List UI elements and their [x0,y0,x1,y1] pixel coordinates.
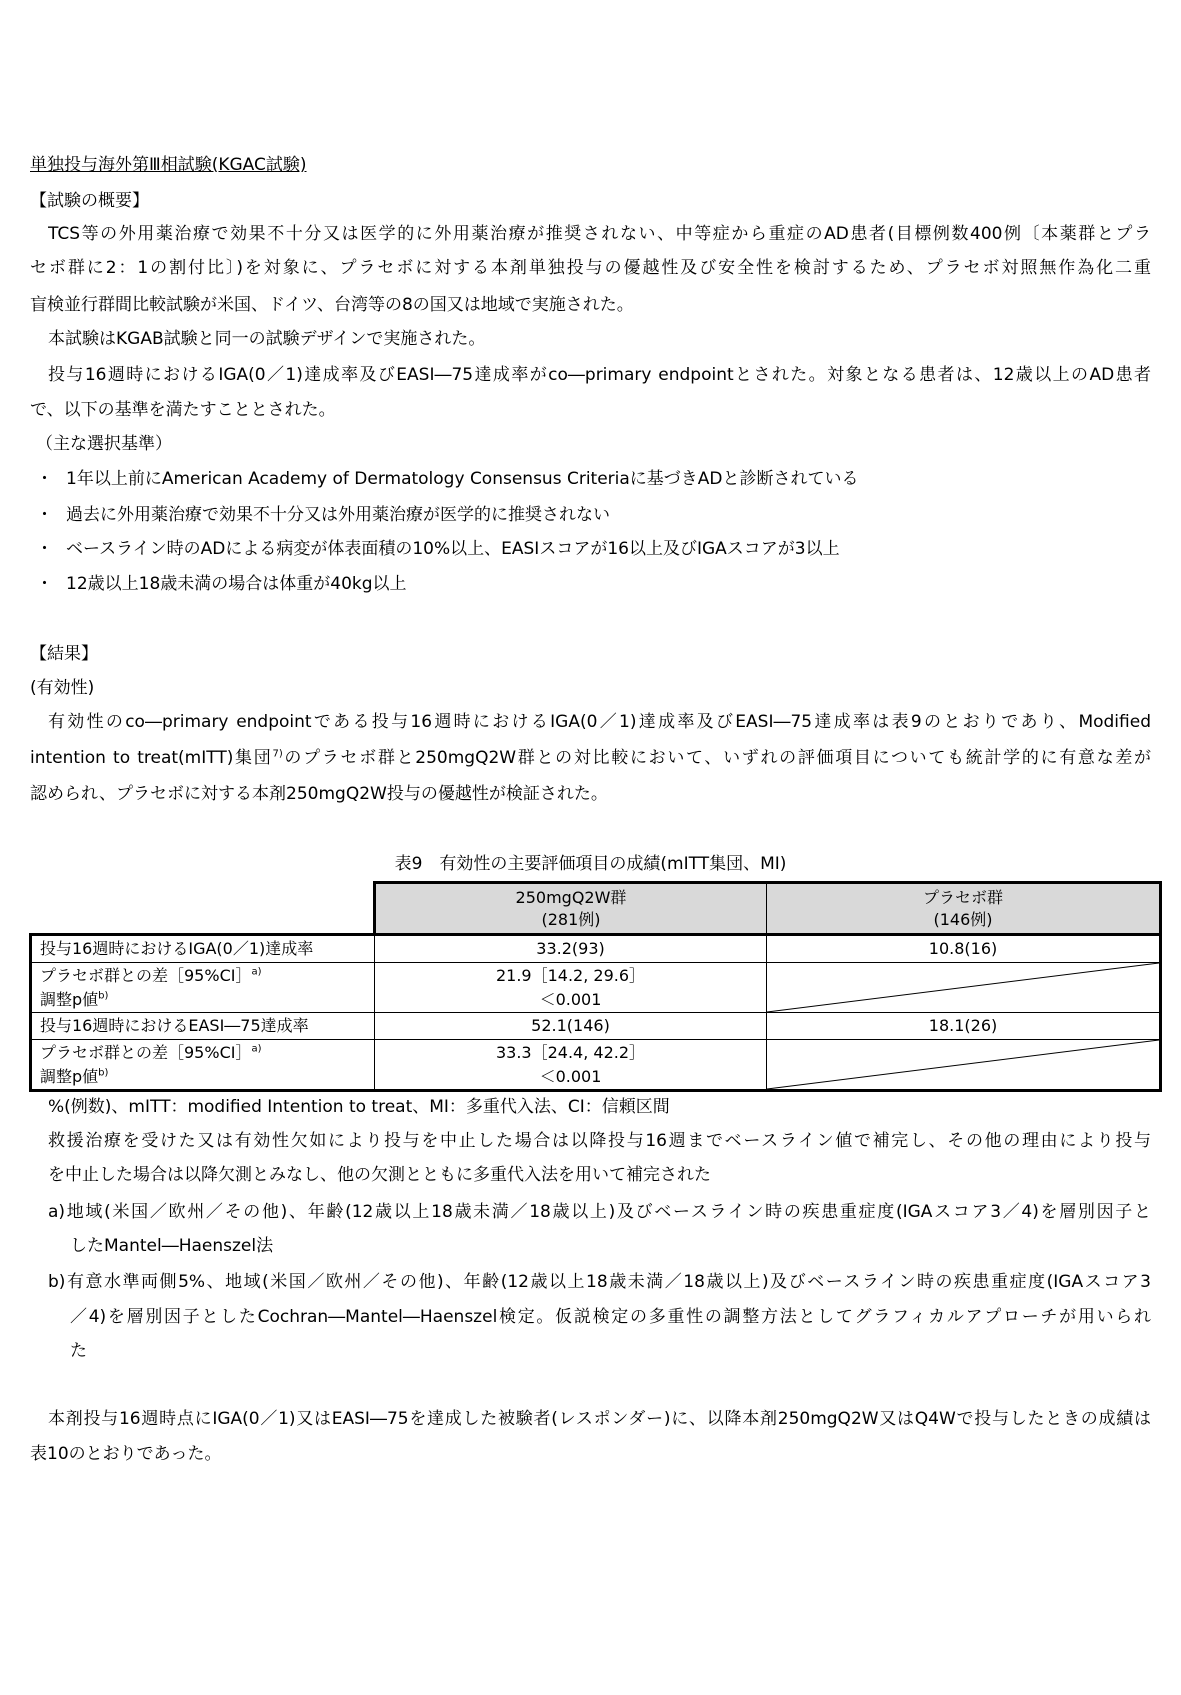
footnote-mark: a) [251,1043,262,1055]
header-empty-cell [31,883,375,935]
bullet-icon: ・ [36,539,53,559]
criteria-item: 12歳以上18歳未満の場合は体重が40kg以上 [66,574,407,594]
criteria-item: ベースライン時のADによる病変が体表面積の10%以上、EASIスコアが16以上及びIGAスコアが3以上 [66,539,840,559]
overview-paragraph-line: セボ群に2：1の割付比〕)を対象に、プラセボに対する本剤単独投与の優越性及び安全性を検討するため、プラセボ対照無作為化二重 [30,258,1151,278]
diff-value: 21.9［14.2, 29.6］ [495,965,646,985]
header-active-group [375,883,767,935]
reference-mark: 7) [272,748,283,760]
row-label [31,963,375,1013]
diagonal-line [767,1040,1159,1089]
active-value: 33.2(93) [375,935,767,963]
diff-label: プラセボ群との差［95%CI］ [40,1042,252,1062]
text: のプラセボ群と250mgQ2W群との対比較において、いずれの評価項目についても統計学的に有意な差が [282,748,1151,768]
active-value: 52.1(146) [375,1013,767,1040]
efficacy-heading: (有効性) [30,678,95,698]
criteria-label: （主な選択基準） [36,434,172,454]
pvalue: ＜0.001 [539,1066,602,1086]
row-label: 投与16週時におけるEASI―75達成率 [31,1013,375,1040]
table-caption [0,852,1181,876]
header-label: プラセボ群 [922,887,1003,907]
overview-heading: 【試験の概要】 [30,191,149,211]
bullet-icon: ・ [36,574,53,594]
diff-value: 33.3［24.4, 42.2］ [495,1042,646,1062]
footnote-mark: b) [98,1067,109,1079]
design-paragraph: 本試験はKGAB試験と同一の試験デザインで実施された。 [48,329,486,349]
footnote-imputation-line: を中止した場合は以降欠測とみなし、他の欠測とともに多重代入法を用いて補完された [48,1165,711,1185]
efficacy-table [29,881,1162,1092]
bullet-icon: ・ [36,505,53,525]
header-count: (146例) [933,909,993,929]
header-placebo-group [767,883,1161,935]
header-label: 250mgQ2W群 [515,887,627,907]
endpoint-paragraph-line: 投与16週時におけるIGA(0／1)達成率及びEASI―75達成率がco―primary endpointとされた。対象となる患者は、12歳以上のAD患者 [48,365,1151,385]
criteria-item: 過去に外用薬治療で効果不十分又は外用薬治療が医学的に推奨されない [66,505,610,525]
footnote-a-line: a)地域(米国／欧州／その他)、年齢(12歳以上18歳未満／18歳以上)及びベースライン時の疾患重症度(IGAスコア3／4)を層別因子と [48,1202,1151,1222]
diagonal-line [767,963,1159,1012]
row-label [31,1040,375,1091]
pvalue: ＜0.001 [539,989,602,1009]
footnote-b-line: b)有意水準両側5%、地域(米国／欧州／その他)、年齢(12歳以上18歳未満／18歳以上)及びベースライン時の疾患重症度(IGAスコア3 [48,1272,1151,1292]
section-title: 単独投与海外第Ⅲ相試験(KGAC試験) [30,155,307,175]
endpoint-paragraph-line: で、以下の基準を満たすこととされた。 [30,400,336,420]
footnote-mark: a) [251,966,262,978]
efficacy-paragraph-line [30,746,1151,770]
criteria-item: 1年以上前にAmerican Academy of Dermatology Consensus Criteriaに基づきADと診断されている [66,469,859,489]
bullet-icon: ・ [36,469,53,489]
active-value [375,1040,767,1091]
footnote-mark: b) [98,990,109,1002]
row-label: 投与16週時におけるIGA(0／1)達成率 [31,935,375,963]
final-paragraph-line: 表10のとおりであった。 [30,1444,222,1464]
pvalue-label: 調整p値 [40,989,99,1009]
pvalue-label: 調整p値 [40,1066,99,1086]
footnote-abbreviations: %(例数)、mITT：modified Intention to treat、MI：多重代入法、CI：信頼区間 [48,1097,670,1117]
footnote-a-line: したMantel―Haenszel法 [70,1236,274,1256]
results-heading: 【結果】 [30,644,98,664]
empty-diagonal-cell [767,1040,1161,1091]
table-row [31,1040,1161,1091]
overview-paragraph-line: TCS等の外用薬治療で効果不十分又は医学的に外用薬治療が推奨されない、中等症から重症のAD患者(目標例数400例〔本薬群とプラ [48,224,1151,244]
header-count: (281例) [541,909,601,929]
empty-diagonal-cell [767,963,1161,1013]
diff-label: プラセボ群との差［95%CI］ [40,965,252,985]
table-row [31,1013,1161,1040]
overview-paragraph-line: 盲検並行群間比較試験が米国、ドイツ、台湾等の8の国又は地域で実施された。 [30,295,634,315]
placebo-value: 18.1(26) [767,1013,1161,1040]
placebo-value: 10.8(16) [767,935,1161,963]
footnote-b-line: た [70,1341,87,1361]
footnote-imputation-line: 救援治療を受けた又は有効性欠如により投与を中止した場合は以降投与16週までベースライン値で補完し、その他の理由により投与 [48,1131,1151,1151]
table-row [31,935,1161,963]
table-header-row [31,883,1161,935]
footnote-b-line: ／4)を層別因子としたCochran―Mantel―Haenszel検定。仮説検定の多重性の調整方法としてグラフィカルアプローチが用いられ [70,1307,1151,1327]
final-paragraph-line: 本剤投与16週時点にIGA(0／1)又はEASI―75を達成した被験者(レスポンダー)に、以降本剤250mgQ2W又はQ4Wで投与したときの成績は [48,1409,1151,1429]
active-value [375,963,767,1013]
efficacy-paragraph-line: 認められ、プラセボに対する本剤250mgQ2W投与の優越性が検証された。 [30,784,608,804]
text: intention to treat(mITT)集団 [30,748,273,768]
efficacy-paragraph-line: 有効性のco―primary endpointである投与16週時におけるIGA(0／1)達成率及びEASI―75達成率は表9のとおりであり、Modified [48,712,1151,732]
caption-text: 表9 有効性の主要評価項目の成績(mITT集団、MI) [394,854,787,874]
table-row [31,963,1161,1013]
